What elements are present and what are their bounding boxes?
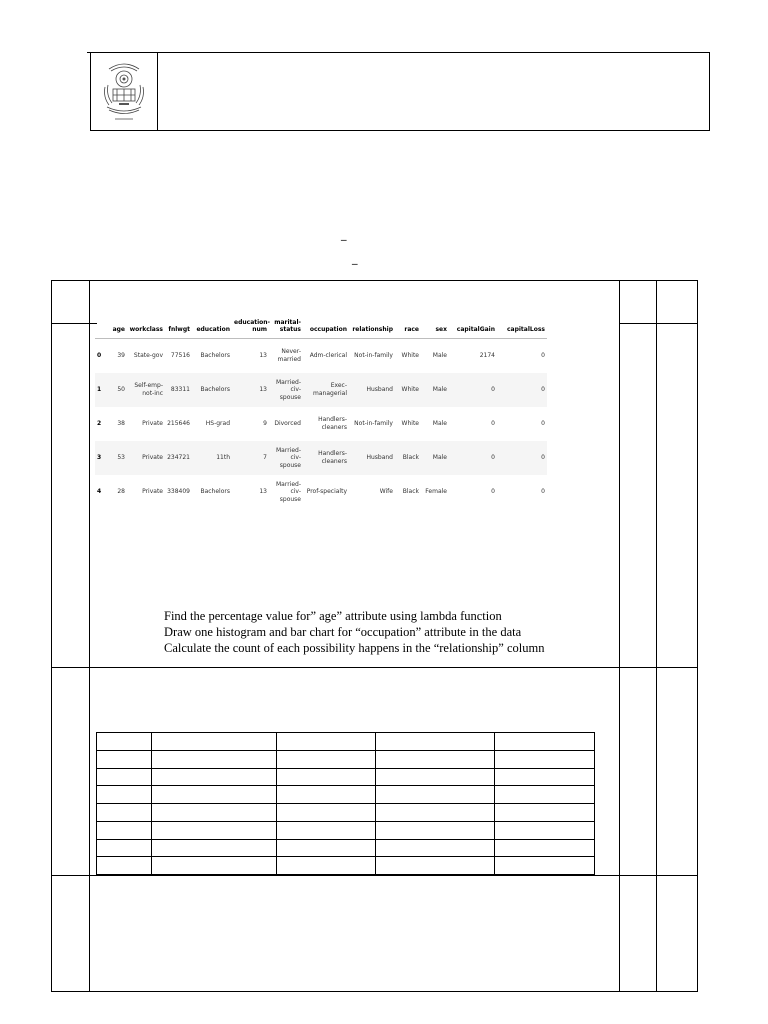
table-cell: 234721: [165, 441, 192, 475]
table-cell: Private: [142, 420, 163, 428]
task-list: [164, 608, 544, 656]
table-cell: Exec-managerial: [303, 373, 349, 407]
table-cell: Bachelors: [200, 352, 230, 360]
table-cell: Husband: [349, 441, 395, 475]
table-cell: 13: [259, 488, 267, 496]
table-cell: 53: [109, 441, 127, 475]
column-header: sex: [421, 318, 449, 338]
dataframe-preview: [95, 318, 547, 509]
table-cell: Wife: [379, 488, 393, 496]
grid-row1-right-border: [619, 323, 698, 324]
table-cell: Handlers-cleaners: [318, 416, 347, 431]
header-box: [90, 52, 710, 131]
table-cell: Not-in-family: [354, 420, 393, 428]
dataframe-table: [95, 318, 547, 509]
row-index: 2: [97, 420, 102, 428]
table-row: [95, 338, 547, 373]
column-header: occupation: [303, 318, 349, 338]
grid-row: [97, 768, 595, 786]
table-cell: Male: [432, 420, 447, 428]
table-cell: 338409: [167, 488, 190, 496]
empty-answer-grid: [96, 732, 595, 875]
table-cell: 0: [541, 352, 545, 360]
grid-col-4: [656, 280, 657, 992]
task-item: Find the percentage value for” age” attribute using lambda function: [164, 609, 502, 623]
table-cell: Prof-specialty: [306, 488, 347, 496]
table-cell: State-gov: [133, 352, 163, 360]
grid-row: [97, 733, 595, 751]
column-header: education: [192, 318, 232, 338]
grid-row: [97, 821, 595, 839]
table-cell: 7: [232, 441, 269, 475]
table-row: [95, 373, 547, 407]
table-cell: Private: [142, 488, 163, 496]
table-cell: 0: [541, 420, 545, 428]
column-header: capitalGain: [449, 318, 497, 338]
grid-bottom-border: [51, 991, 698, 992]
table-cell: Handlers-cleaners: [303, 441, 349, 475]
table-row: [95, 441, 547, 475]
grid-row2-border: [51, 667, 698, 668]
table-cell: Male: [421, 373, 449, 407]
grid-col-3: [619, 280, 620, 992]
column-header: education-num: [232, 318, 269, 338]
grid-row1-left-border: [51, 323, 89, 324]
table-cell: White: [401, 352, 419, 360]
table-cell: 77516: [170, 352, 190, 360]
row-index: 1: [95, 373, 109, 407]
table-cell: Female: [425, 488, 447, 496]
grid-top-border: [51, 280, 698, 281]
table-cell: Bachelors: [200, 488, 230, 496]
table-row: [95, 475, 547, 509]
table-cell: 215646: [167, 420, 190, 428]
table-cell: Private: [127, 441, 165, 475]
table-cell: Not-in-family: [354, 352, 393, 360]
grid-row: [97, 804, 595, 822]
dash-mark-1: _: [341, 228, 347, 241]
table-cell: Husband: [349, 373, 395, 407]
table-cell: Male: [421, 441, 449, 475]
table-cell: Black: [395, 441, 421, 475]
header-divider: [157, 52, 158, 131]
grid-col-left: [51, 280, 52, 992]
grid-row: [97, 857, 595, 875]
table-cell: 0: [497, 373, 547, 407]
grid-col-2: [89, 280, 90, 992]
table-cell: 50: [109, 373, 127, 407]
table-cell: 0: [449, 441, 497, 475]
row-index: 3: [95, 441, 109, 475]
university-emblem-icon: [99, 57, 149, 123]
table-cell: 2174: [479, 352, 495, 360]
table-cell: 0: [491, 488, 495, 496]
table-cell: 0: [491, 420, 495, 428]
table-cell: Married-civ-spouse: [269, 373, 303, 407]
table-cell: Bachelors: [192, 373, 232, 407]
column-header: [95, 318, 109, 338]
table-cell: Married-civ-spouse: [269, 441, 303, 475]
grid-col-right: [697, 280, 698, 992]
table-cell: 39: [117, 352, 125, 360]
table-cell: HS-grad: [205, 420, 230, 428]
column-header: capitalLoss: [497, 318, 547, 338]
table-cell: 83311: [165, 373, 192, 407]
table-cell: Adm-clerical: [309, 352, 347, 360]
table-cell: 13: [259, 352, 267, 360]
table-cell: 38: [117, 420, 125, 428]
table-cell: Never-married: [277, 348, 301, 363]
grid-row: [97, 750, 595, 768]
task-item: Calculate the count of each possibility happens in the “relationship” column: [164, 641, 545, 655]
table-row: [95, 407, 547, 441]
dash-mark-2: _: [352, 252, 358, 265]
table-cell: Divorced: [274, 420, 301, 428]
table-cell: 11th: [192, 441, 232, 475]
grid-row3-border: [51, 875, 698, 876]
column-header: age: [109, 318, 127, 338]
header-corner-tick: [87, 52, 91, 53]
row-index: 4: [97, 488, 102, 496]
row-index: 0: [97, 352, 102, 360]
column-header: race: [395, 318, 421, 338]
grid-row: [97, 786, 595, 804]
table-cell: White: [401, 420, 419, 428]
table-cell: Black: [402, 488, 419, 496]
table-cell: Male: [432, 352, 447, 360]
table-cell: 0: [449, 373, 497, 407]
task-item: Draw one histogram and bar chart for “occupation” attribute in the data: [164, 625, 522, 639]
grid-row: [97, 839, 595, 857]
column-header: relationship: [349, 318, 395, 338]
table-cell: 0: [541, 488, 545, 496]
column-header: marital-status: [269, 318, 303, 338]
column-header: workclass: [127, 318, 165, 338]
column-header: fnlwgt: [165, 318, 192, 338]
table-cell: 0: [497, 441, 547, 475]
table-cell: Married-civ-spouse: [275, 480, 301, 503]
table-cell: Self-emp-not-inc: [127, 373, 165, 407]
table-cell: 28: [117, 488, 125, 496]
dataframe-header-row: [95, 318, 547, 338]
table-cell: 9: [263, 420, 267, 428]
table-cell: 13: [232, 373, 269, 407]
table-cell: White: [395, 373, 421, 407]
